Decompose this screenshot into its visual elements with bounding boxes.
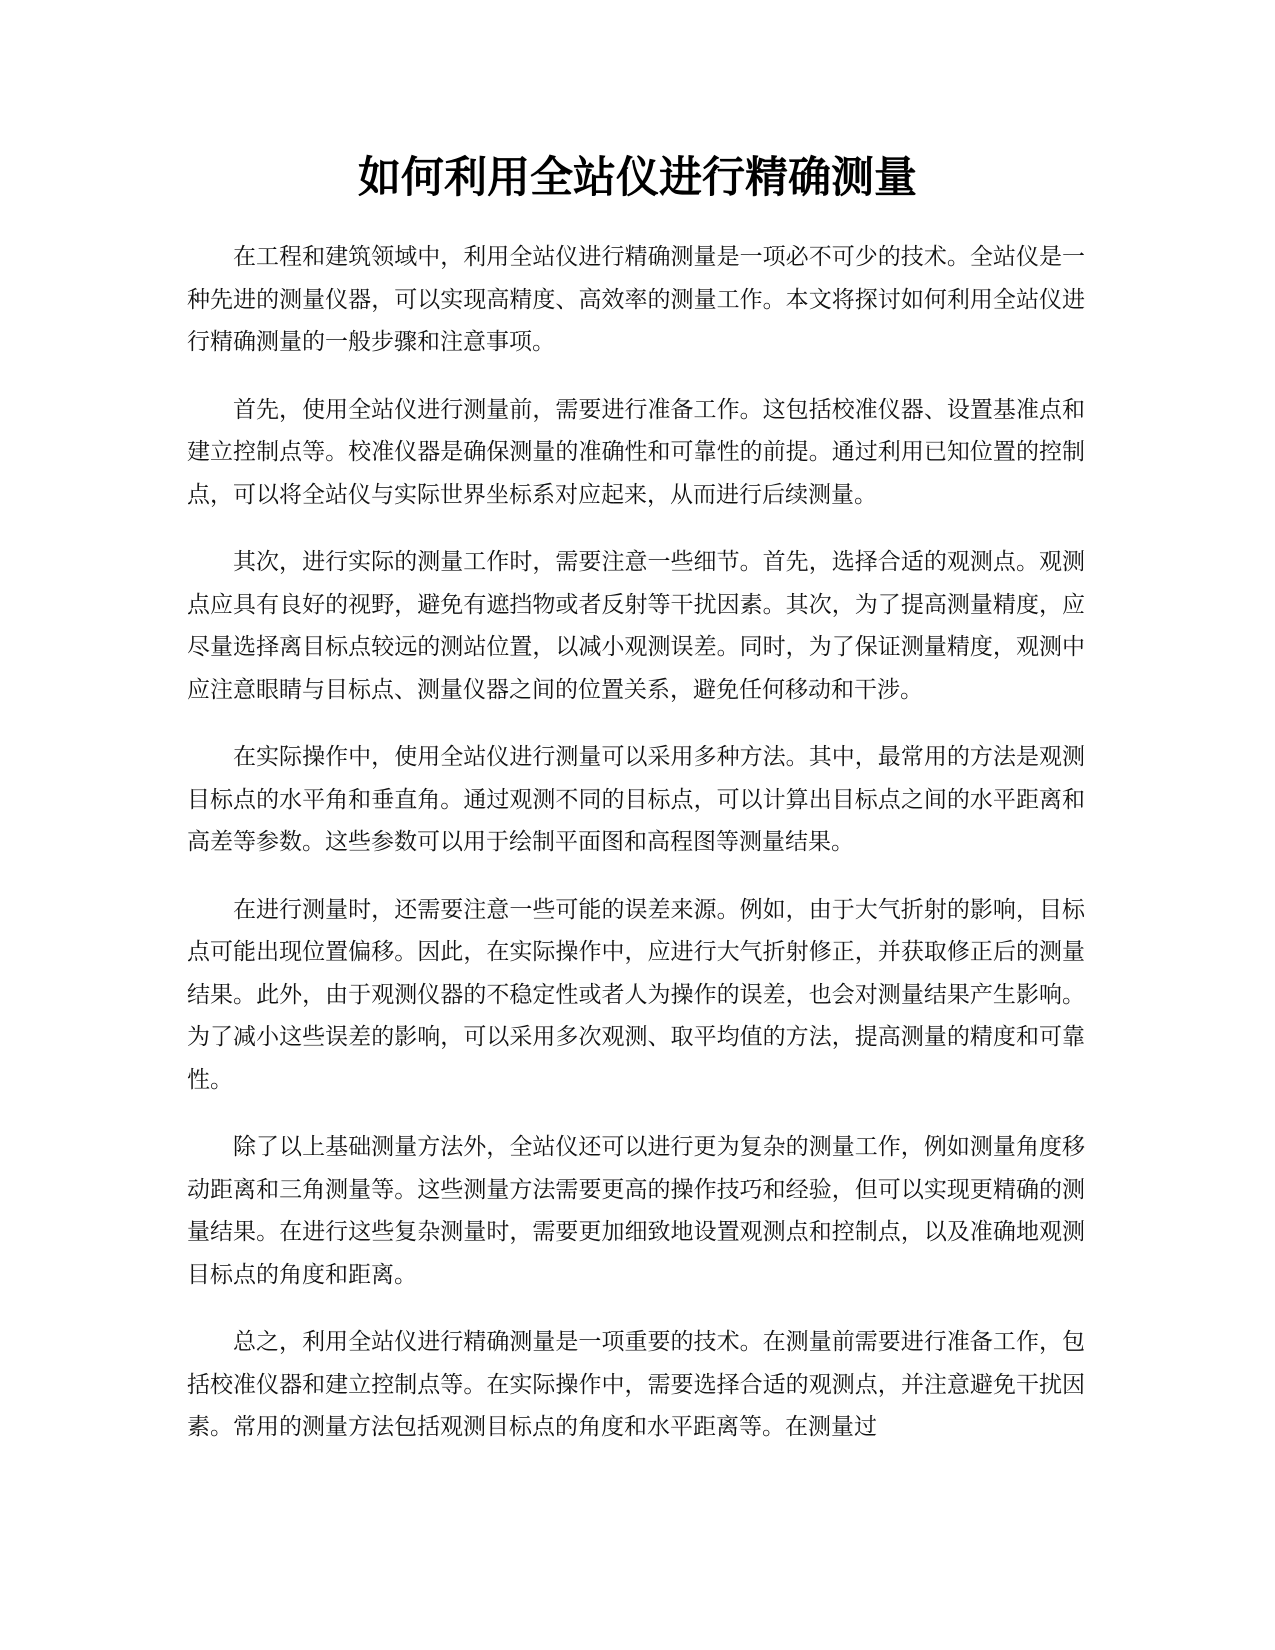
- paragraph-intro: 在工程和建筑领域中，利用全站仪进行精确测量是一项必不可少的技术。全站仪是一种先进的测量仪器，可以实现高精度、高效率的测量工作。本文将探讨如何利用全站仪进行精确测量的一般步骤和注意事项。: [187, 244, 1085, 355]
- paragraph-observation-details: 其次，进行实际的测量工作时，需要注意一些细节。首先，选择合适的观测点。观测点应具有良好的视野，避免有遮挡物或者反射等干扰因素。其次，为了提高测量精度，应尽量选择离目标点较远的测站位置，以减小观测误差。同时，为了保证测量精度，观测中应注意眼睛与目标点、测量仪器之间的位置关系，避免任何移动和干涉。: [187, 549, 1085, 703]
- document-body: [187, 236, 1085, 1474]
- paragraph-preparation: 首先，使用全站仪进行测量前，需要进行准备工作。这包括校准仪器、设置基准点和建立控制点等。校准仪器是确保测量的准确性和可靠性的前提。通过利用已知位置的控制点，可以将全站仪与实际世界坐标系对应起来，从而进行后续测量。: [187, 396, 1085, 508]
- document-title: 如何利用全站仪进行精确测量: [358, 153, 917, 203]
- paragraph-summary: 总之，利用全站仪进行精确测量是一项重要的技术。在测量前需要进行准备工作，包括校准仪器和建立控制点等。在实际操作中，需要选择合适的观测点，并注意避免干扰因素。常用的测量方法包括观测目标点的角度和水平距离等。在测量过: [187, 1329, 1085, 1440]
- paragraph-methods: 在实际操作中，使用全站仪进行测量可以采用多种方法。其中，最常用的方法是观测目标点的水平角和垂直角。通过观测不同的目标点，可以计算出目标点之间的水平距离和高差等参数。这些参数可以用于绘制平面图和高程图等测量结果。: [187, 744, 1085, 855]
- paragraph-advanced-methods: 除了以上基础测量方法外，全站仪还可以进行更为复杂的测量工作，例如测量角度移动距离和三角测量等。这些测量方法需要更高的操作技巧和经验，但可以实现更精确的测量结果。在进行这些复杂测量时，需要更加细致地设置观测点和控制点，以及准确地观测目标点的角度和距离。: [187, 1134, 1085, 1288]
- paragraph-error-sources: 在进行测量时，还需要注意一些可能的误差来源。例如，由于大气折射的影响，目标点可能出现位置偏移。因此，在实际操作中，应进行大气折射修正，并获取修正后的测量结果。此外，由于观测仪器的不稳定性或者人为操作的误差，也会对测量结果产生影响。为了减小这些误差的影响，可以采用多次观测、取平均值的方法，提高测量的精度和可靠性。: [187, 896, 1085, 1093]
